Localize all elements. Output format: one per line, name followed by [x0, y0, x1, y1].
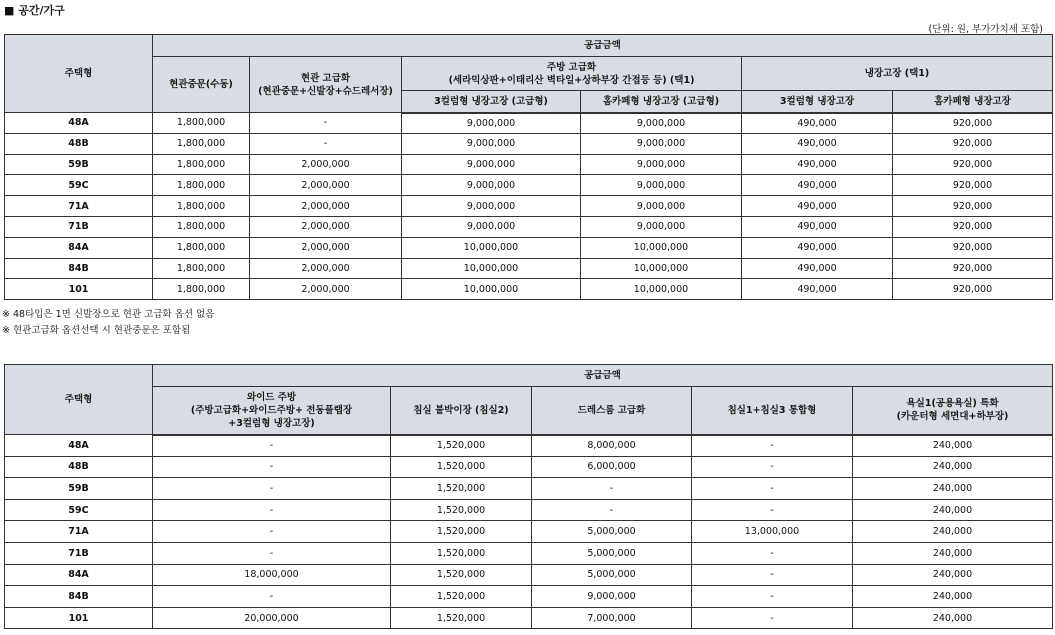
cell-entrance-door: 1,800,000 [153, 237, 250, 258]
cell-fridge-homecafe: 920,000 [893, 237, 1053, 258]
header-kitchen-homecafe: 홈카페형 냉장고장 (고급형) [581, 91, 742, 113]
table-row [5, 564, 1053, 586]
table-row [5, 499, 1053, 521]
cell-kitchen-homecafe: 9,000,000 [581, 154, 742, 175]
cell-entrance-upgrade: 2,000,000 [250, 175, 402, 196]
cell-entrance-door: 1,800,000 [153, 113, 250, 134]
cell-entrance-upgrade: 2,000,000 [250, 196, 402, 217]
cell-type: 48B [5, 456, 153, 478]
cell-dressroom: 7,000,000 [532, 607, 692, 629]
cell-dressroom: 9,000,000 [532, 586, 692, 608]
cell-kitchen-homecafe: 10,000,000 [581, 279, 742, 300]
cell-fridge-homecafe: 920,000 [893, 258, 1053, 279]
cell-dressroom: - [532, 478, 692, 500]
header-kitchen-3col: 3컬럼형 냉장고장 (고급형) [402, 91, 581, 113]
cell-type: 84A [5, 564, 153, 586]
cell-entrance-door: 1,800,000 [153, 279, 250, 300]
cell-bedroom-closet: 1,520,000 [391, 435, 532, 457]
cell-type: 48B [5, 133, 153, 154]
cell-wide-kitchen: - [153, 499, 391, 521]
cell-fridge-homecafe: 920,000 [893, 154, 1053, 175]
cell-type: 101 [5, 279, 153, 300]
cell-kitchen-3col: 10,000,000 [402, 258, 581, 279]
cell-entrance-door: 1,800,000 [153, 133, 250, 154]
cell-bedroom-merge: - [692, 499, 853, 521]
cell-bedroom-closet: 1,520,000 [391, 499, 532, 521]
cell-entrance-upgrade: 2,000,000 [250, 237, 402, 258]
cell-bedroom-merge: - [692, 435, 853, 457]
cell-kitchen-homecafe: 9,000,000 [581, 175, 742, 196]
table-row [5, 216, 1053, 237]
cell-wide-kitchen: - [153, 478, 391, 500]
cell-wide-kitchen: - [153, 521, 391, 543]
cell-entrance-upgrade: - [250, 113, 402, 134]
header-kitchen-upgrade-title: 주방 고급화 [546, 61, 597, 73]
cell-dressroom: 5,000,000 [532, 521, 692, 543]
cell-bathroom: 240,000 [853, 607, 1053, 629]
cell-fridge-homecafe: 920,000 [893, 133, 1053, 154]
cell-type: 59B [5, 154, 153, 175]
cell-dressroom: 8,000,000 [532, 435, 692, 457]
cell-bedroom-closet: 1,520,000 [391, 521, 532, 543]
cell-kitchen-homecafe: 10,000,000 [581, 258, 742, 279]
cell-bathroom: 240,000 [853, 435, 1053, 457]
table-row [5, 113, 1053, 134]
note-entrance-option: ※ 현관고급화 옵션선택 시 현관중문은 포함됨 [2, 325, 191, 336]
cell-fridge-homecafe: 920,000 [893, 216, 1053, 237]
cell-bedroom-merge: - [692, 542, 853, 564]
header-kitchen-upgrade [402, 57, 742, 91]
cell-kitchen-3col: 9,000,000 [402, 175, 581, 196]
cell-type: 71A [5, 196, 153, 217]
cell-entrance-door: 1,800,000 [153, 216, 250, 237]
cell-kitchen-3col: 9,000,000 [402, 154, 581, 175]
cell-bedroom-merge: - [692, 586, 853, 608]
header-bathroom [853, 387, 1053, 435]
header-entrance-upgrade-sub: (현관중문+신발장+슈드레서장) [258, 85, 393, 97]
cell-kitchen-3col: 9,000,000 [402, 113, 581, 134]
cell-entrance-door: 1,800,000 [153, 175, 250, 196]
header-entrance-door: 현관중문(수동) [153, 57, 250, 113]
cell-entrance-upgrade: 2,000,000 [250, 279, 402, 300]
cell-kitchen-3col: 10,000,000 [402, 279, 581, 300]
cell-fridge-3col: 490,000 [742, 154, 893, 175]
section-title: ■ 공간/가구 [4, 4, 65, 17]
header-wide-kitchen-sub2: +3컬럼형 냉장고장) [228, 417, 315, 429]
cell-fridge-3col: 490,000 [742, 113, 893, 134]
cell-bedroom-closet: 1,520,000 [391, 607, 532, 629]
cell-dressroom: 6,000,000 [532, 456, 692, 478]
cell-kitchen-homecafe: 9,000,000 [581, 196, 742, 217]
cell-type: 71B [5, 542, 153, 564]
cell-fridge-homecafe: 920,000 [893, 175, 1053, 196]
cell-wide-kitchen: - [153, 435, 391, 457]
header-fridge-3col: 3컬럼형 냉장고장 [742, 91, 893, 113]
cell-bedroom-closet: 1,520,000 [391, 542, 532, 564]
table-row [5, 279, 1053, 300]
cell-wide-kitchen: 20,000,000 [153, 607, 391, 629]
header-dressroom: 드레스룸 고급화 [532, 387, 692, 435]
header-fridge-homecafe: 홈카페형 냉장고장 [893, 91, 1053, 113]
cell-fridge-3col: 490,000 [742, 196, 893, 217]
cell-kitchen-3col: 9,000,000 [402, 216, 581, 237]
cell-fridge-3col: 490,000 [742, 133, 893, 154]
header-bedroom-merge: 침실1+침실3 통합형 [692, 387, 853, 435]
table-row [5, 175, 1053, 196]
table-row [5, 586, 1053, 608]
header-bathroom-title: 욕실1(공용욕실) 특화 [906, 398, 999, 410]
cell-type: 84B [5, 258, 153, 279]
cell-type: 59C [5, 175, 153, 196]
cell-bathroom: 240,000 [853, 564, 1053, 586]
cell-type: 59B [5, 478, 153, 500]
unit-note: (단위: 원, 부가가치세 포함) [928, 24, 1043, 35]
table-row [5, 607, 1053, 629]
header-bathroom-sub: (카운터형 세면대+하부장) [896, 411, 1009, 423]
cell-kitchen-3col: 9,000,000 [402, 196, 581, 217]
header-wide-kitchen-sub1: (주방고급화+와이드주방+ 전동플랩장 [190, 404, 353, 416]
cell-dressroom: 5,000,000 [532, 542, 692, 564]
table-row [5, 456, 1053, 478]
cell-type: 71B [5, 216, 153, 237]
cell-bathroom: 240,000 [853, 478, 1053, 500]
cell-bathroom: 240,000 [853, 456, 1053, 478]
cell-entrance-door: 1,800,000 [153, 196, 250, 217]
cell-fridge-3col: 490,000 [742, 237, 893, 258]
cell-dressroom: 5,000,000 [532, 564, 692, 586]
table-row [5, 237, 1053, 258]
table-row [5, 521, 1053, 543]
cell-fridge-homecafe: 920,000 [893, 196, 1053, 217]
header-type: 주택형 [5, 365, 153, 435]
cell-type: 48A [5, 435, 153, 457]
table-row [5, 196, 1053, 217]
cell-kitchen-homecafe: 10,000,000 [581, 237, 742, 258]
cell-bedroom-closet: 1,520,000 [391, 586, 532, 608]
cell-bathroom: 240,000 [853, 499, 1053, 521]
cell-wide-kitchen: 18,000,000 [153, 564, 391, 586]
header-wide-kitchen-title: 와이드 주방 [246, 391, 297, 403]
cell-fridge-3col: 490,000 [742, 216, 893, 237]
cell-kitchen-3col: 9,000,000 [402, 133, 581, 154]
cell-bathroom: 240,000 [853, 542, 1053, 564]
cell-type: 84B [5, 586, 153, 608]
cell-fridge-3col: 490,000 [742, 279, 893, 300]
table-row [5, 478, 1053, 500]
cell-kitchen-3col: 10,000,000 [402, 237, 581, 258]
table-row [5, 154, 1053, 175]
cell-entrance-door: 1,800,000 [153, 258, 250, 279]
header-fridge-cabinet: 냉장고장 (택1) [742, 57, 1053, 91]
cell-bedroom-merge: 13,000,000 [692, 521, 853, 543]
option-price-table-1 [4, 34, 1053, 300]
cell-fridge-3col: 490,000 [742, 175, 893, 196]
table-row [5, 542, 1053, 564]
cell-type: 59C [5, 499, 153, 521]
header-supply-amount: 공급금액 [153, 35, 1053, 57]
cell-type: 71A [5, 521, 153, 543]
cell-entrance-door: 1,800,000 [153, 154, 250, 175]
header-kitchen-upgrade-sub: (세라믹상판+이태리산 벽타일+상하부장 간접등 등) (택1) [448, 74, 695, 86]
cell-bedroom-closet: 1,520,000 [391, 478, 532, 500]
cell-bedroom-merge: - [692, 456, 853, 478]
cell-entrance-upgrade: - [250, 133, 402, 154]
option-price-table-2 [4, 364, 1053, 629]
table-row [5, 435, 1053, 457]
header-bedroom-closet: 침실 붙박이장 (침실2) [391, 387, 532, 435]
cell-bedroom-closet: 1,520,000 [391, 564, 532, 586]
header-supply-amount: 공급금액 [153, 365, 1053, 387]
cell-bedroom-merge: - [692, 478, 853, 500]
cell-kitchen-homecafe: 9,000,000 [581, 113, 742, 134]
header-type: 주택형 [5, 35, 153, 113]
cell-entrance-upgrade: 2,000,000 [250, 216, 402, 237]
header-entrance-upgrade-title: 현관 고급화 [300, 72, 351, 84]
cell-kitchen-homecafe: 9,000,000 [581, 133, 742, 154]
cell-type: 101 [5, 607, 153, 629]
cell-wide-kitchen: - [153, 456, 391, 478]
cell-bedroom-merge: - [692, 607, 853, 629]
cell-fridge-homecafe: 920,000 [893, 113, 1053, 134]
cell-bathroom: 240,000 [853, 586, 1053, 608]
table-row [5, 133, 1053, 154]
header-wide-kitchen [153, 387, 391, 435]
cell-type: 48A [5, 113, 153, 134]
cell-bedroom-merge: - [692, 564, 853, 586]
cell-kitchen-homecafe: 9,000,000 [581, 216, 742, 237]
cell-type: 84A [5, 237, 153, 258]
cell-entrance-upgrade: 2,000,000 [250, 258, 402, 279]
cell-fridge-3col: 490,000 [742, 258, 893, 279]
cell-fridge-homecafe: 920,000 [893, 279, 1053, 300]
cell-bedroom-closet: 1,520,000 [391, 456, 532, 478]
cell-entrance-upgrade: 2,000,000 [250, 154, 402, 175]
cell-bathroom: 240,000 [853, 521, 1053, 543]
cell-wide-kitchen: - [153, 542, 391, 564]
cell-dressroom: - [532, 499, 692, 521]
header-entrance-upgrade [250, 57, 402, 113]
note-48-type: ※ 48타입은 1면 신발장으로 현관 고급화 옵션 없음 [2, 309, 215, 320]
table-row [5, 258, 1053, 279]
cell-wide-kitchen: - [153, 586, 391, 608]
